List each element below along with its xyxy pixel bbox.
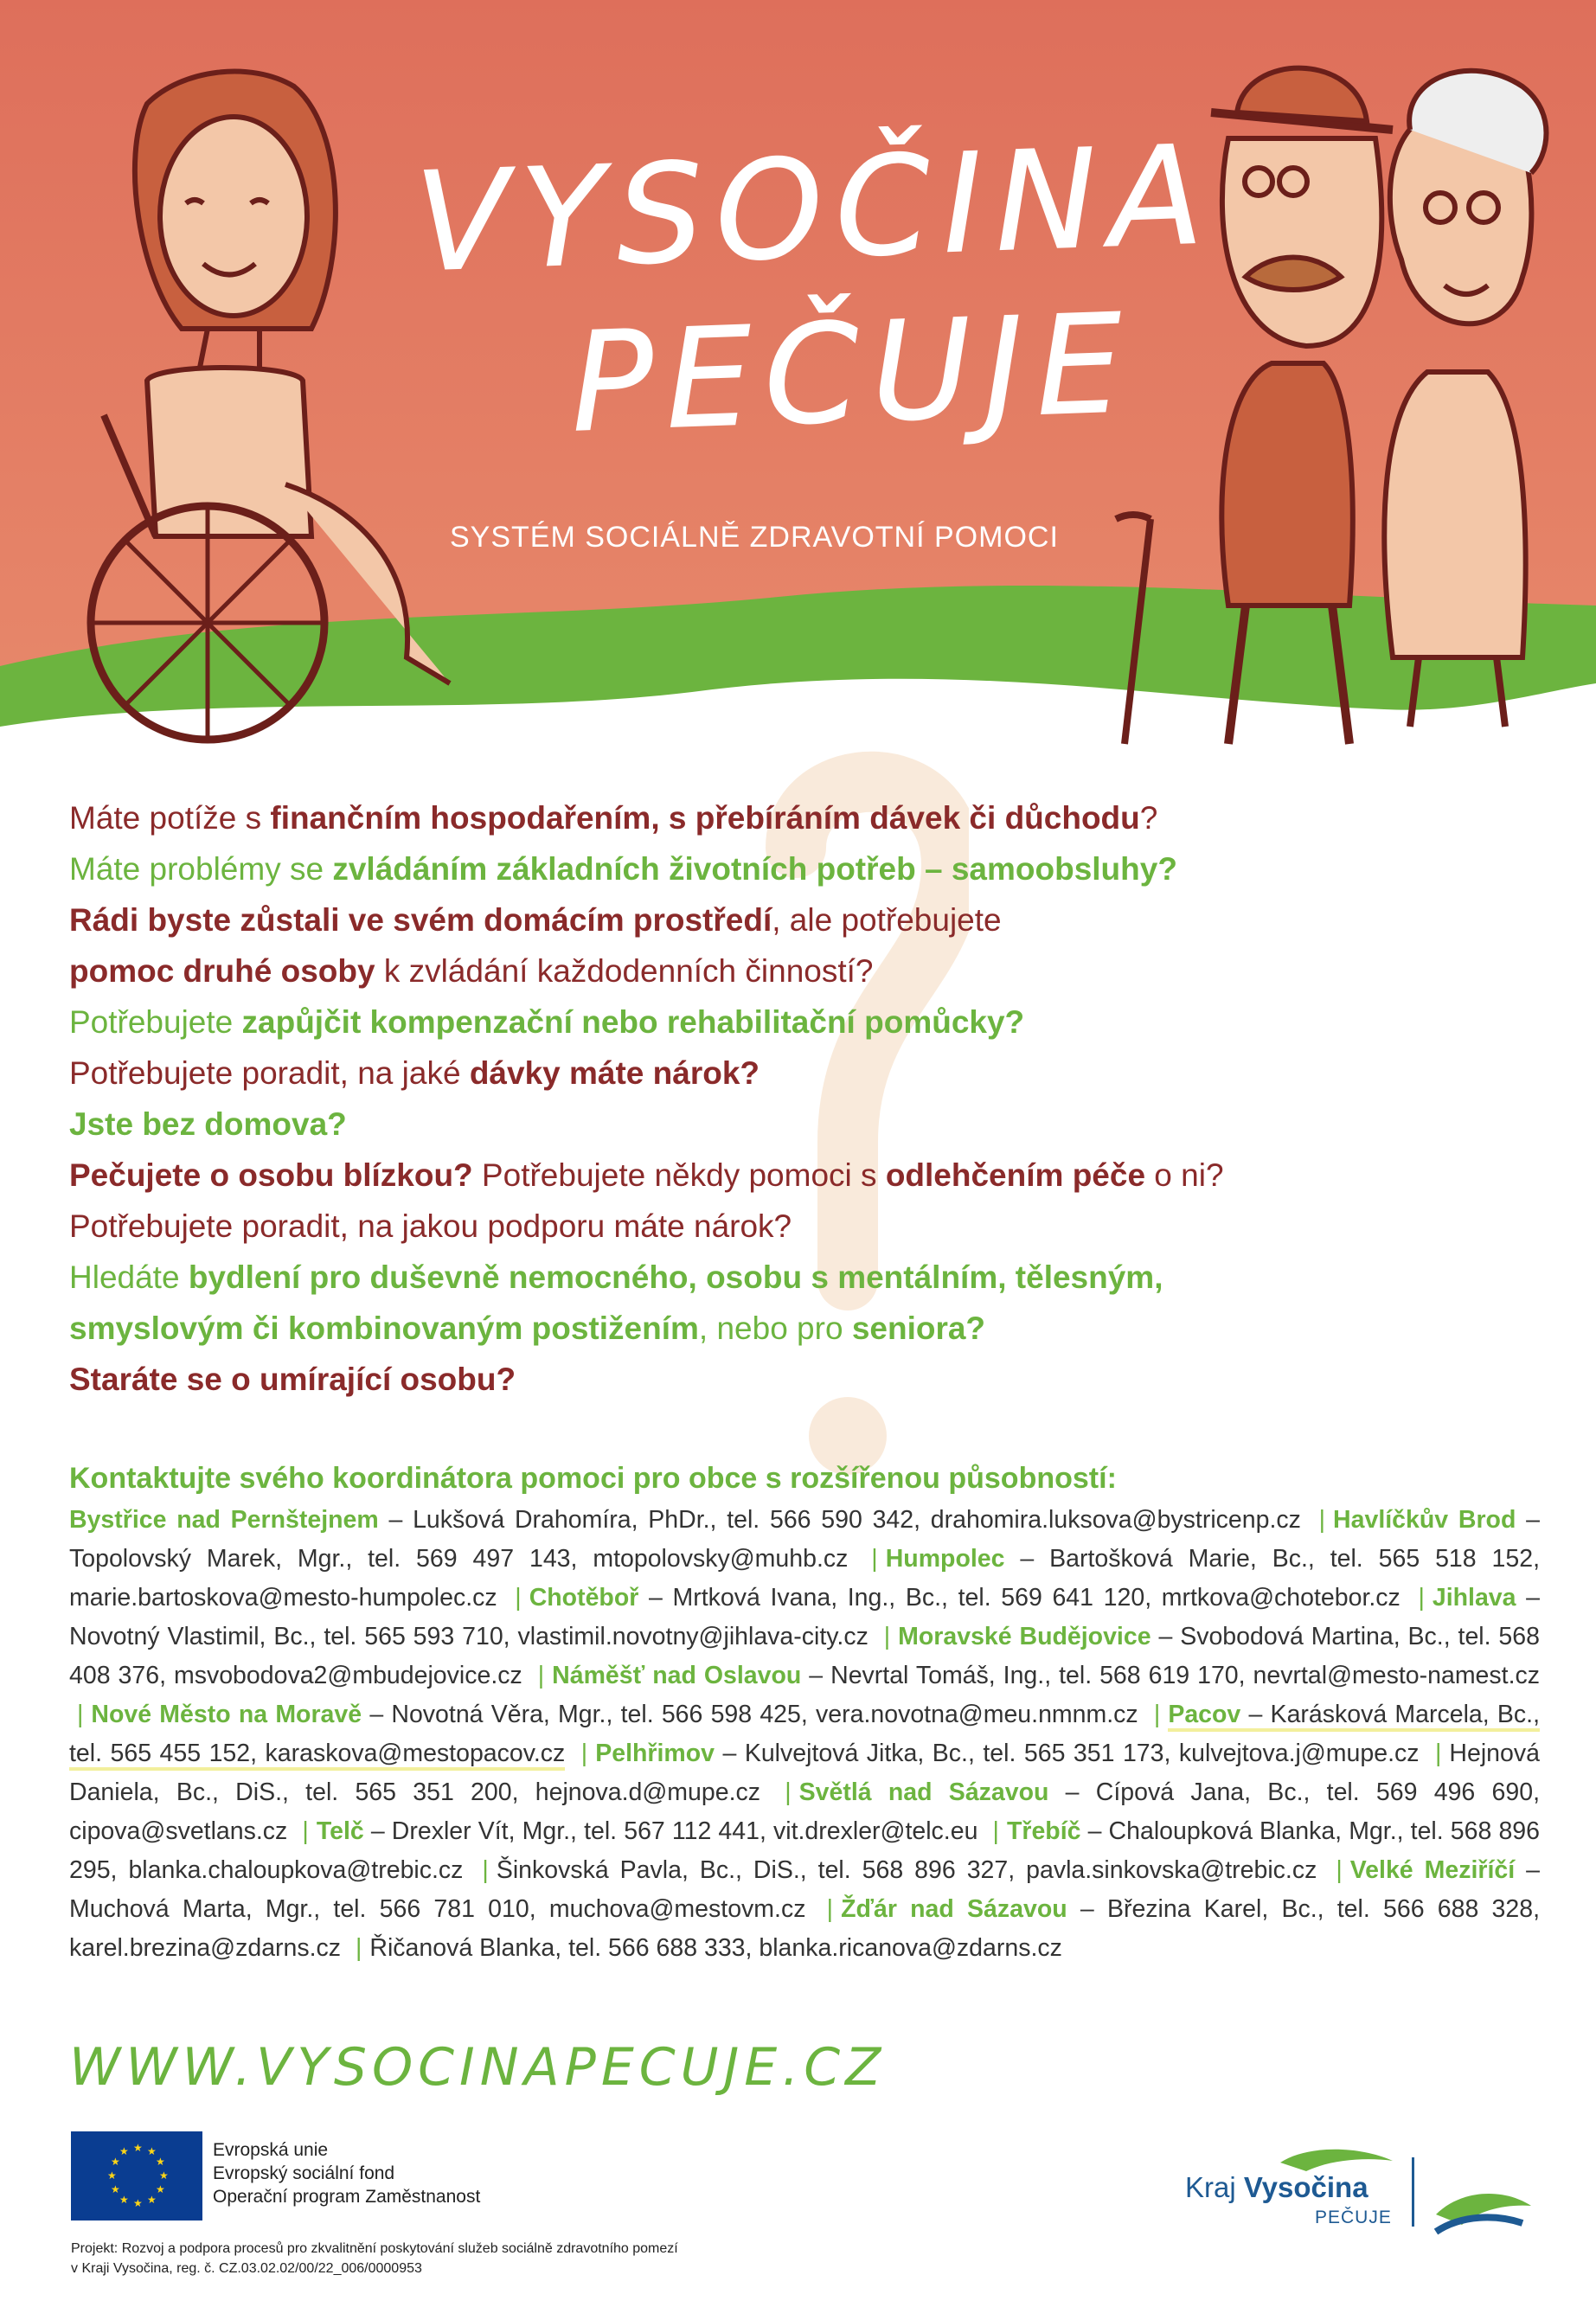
contact-separator: | bbox=[1153, 1701, 1161, 1728]
question-line bbox=[69, 945, 1540, 996]
contact-city: Telč bbox=[316, 1817, 364, 1845]
contact-city: Pacov bbox=[1168, 1701, 1241, 1728]
question-segment: Máte problémy se bbox=[69, 851, 333, 887]
question-segment: zvládáním základních životních potřeb – samoobsluhy? bbox=[332, 851, 1177, 887]
contact-separator: | bbox=[77, 1701, 84, 1728]
contact-entry bbox=[317, 1817, 978, 1845]
contact-details: Hejnová Daniela, Bc., DiS., tel. 565 351 200, hejnova.d@mupe.cz bbox=[69, 1740, 1540, 1806]
contact-details: – Novotná Věra, Mgr., tel. 566 598 425, vera.novotna@meu.nmnm.cz bbox=[362, 1701, 1138, 1728]
contact-details: – Svobodová Martina, Bc., tel. 568 408 376, msvobodova2@mbudejovice.cz bbox=[69, 1623, 1540, 1689]
project-line: Projekt: Rozvoj a podpora procesů pro zkvalitnění poskytování služeb sociálně zdravotního pomezí bbox=[71, 2241, 678, 2256]
question-segment: , nebo pro bbox=[698, 1311, 852, 1346]
question-segment: odlehčením péče bbox=[885, 1157, 1146, 1193]
contact-city: Jihlava bbox=[1432, 1584, 1516, 1612]
eu-line: Evropský sociální fond bbox=[213, 2163, 395, 2183]
contact-entry bbox=[69, 1506, 1301, 1534]
contact-city: Nové Město na Moravě bbox=[91, 1701, 362, 1728]
contact-entry bbox=[497, 1856, 1317, 1884]
contact-separator: | bbox=[537, 1662, 545, 1689]
kraj-title: Vysočina bbox=[1243, 2171, 1368, 2203]
contact-separator: | bbox=[355, 1934, 362, 1962]
contact-separator: | bbox=[1418, 1584, 1425, 1612]
kraj-name bbox=[1185, 2171, 1368, 2204]
contact-separator: | bbox=[883, 1623, 891, 1650]
contact-details: – Březina Karel, Bc., tel. 566 688 328, karel.brezina@zdarns.cz bbox=[69, 1895, 1541, 1962]
contact-city: Světlá nad Sázavou bbox=[798, 1778, 1049, 1806]
question-segment: Potřebujete poradit, na jakou podporu máte nárok? bbox=[69, 1208, 792, 1244]
title-pecuje: PEČUJE bbox=[567, 284, 1138, 464]
svg-text:★: ★ bbox=[107, 2169, 117, 2182]
contact-separator: | bbox=[482, 1856, 489, 1884]
subtitle: SYSTÉM SOCIÁLNĚ ZDRAVOTNÍ POMOCI bbox=[450, 521, 1059, 554]
eu-text bbox=[213, 2138, 480, 2208]
contact-city: Velké Meziříčí bbox=[1349, 1856, 1516, 1884]
website-link[interactable]: WWW.VYSOCINAPECUJE.CZ bbox=[69, 2037, 887, 2098]
contact-details: – Cípová Jana, Bc., tel. 569 496 690, cipova@svetlans.cz bbox=[69, 1778, 1540, 1845]
project-line: v Kraji Vysočina, reg. č. CZ.03.02.02/00/22_006/0000953 bbox=[71, 2261, 422, 2276]
contacts-list bbox=[69, 1501, 1540, 1968]
contact-entry bbox=[91, 1701, 1138, 1728]
question-line bbox=[69, 1150, 1540, 1201]
logo-divider bbox=[1412, 2157, 1414, 2227]
question-segment: Rádi byste zůstali ve svém domácím prostředí bbox=[69, 902, 772, 938]
question-segment: smyslovým či kombinovaným postižením bbox=[69, 1311, 699, 1346]
question-line bbox=[69, 1099, 1540, 1150]
svg-text:★: ★ bbox=[119, 2145, 129, 2157]
contact-city: Humpolec bbox=[885, 1545, 1005, 1573]
svg-text:★: ★ bbox=[111, 2183, 120, 2195]
question-segment: o ni? bbox=[1145, 1157, 1224, 1193]
contacts-heading: Kontaktujte svého koordinátora pomoci pro obce s rozšířenou působností: bbox=[69, 1462, 1117, 1495]
contact-details: – Mrtková Ivana, Ing., Bc., tel. 569 641 120, mrtkova@chotebor.cz bbox=[638, 1584, 1401, 1612]
eu-line: Evropská unie bbox=[213, 2140, 329, 2160]
kraj-prefix: Kraj bbox=[1185, 2171, 1236, 2203]
contact-entry bbox=[529, 1584, 1401, 1612]
eu-line: Operační program Zaměstnanost bbox=[213, 2187, 481, 2207]
question-line bbox=[69, 1252, 1540, 1303]
question-line bbox=[69, 996, 1540, 1048]
contact-entry bbox=[595, 1740, 1419, 1767]
question-segment: Jste bez domova? bbox=[69, 1106, 347, 1142]
question-segment: Potřebujete někdy pomoci s bbox=[472, 1157, 886, 1193]
contact-city: Třebíč bbox=[1006, 1817, 1081, 1845]
question-line bbox=[69, 1303, 1540, 1354]
svg-text:★: ★ bbox=[156, 2156, 165, 2168]
svg-text:★: ★ bbox=[156, 2183, 165, 2195]
contact-separator: | bbox=[580, 1740, 588, 1767]
question-segment: dávky máte nárok? bbox=[469, 1055, 760, 1091]
contact-city: Havlíčkův Brod bbox=[1333, 1506, 1516, 1534]
contact-details: – Chaloupková Blanka, Mgr., tel. 568 896 295, blanka.chaloupkova@trebic.cz bbox=[69, 1817, 1540, 1884]
question-line bbox=[69, 792, 1540, 843]
contact-details: – Bartošková Marie, Bc., tel. 565 518 152, marie.bartoskova@mesto-humpolec.cz bbox=[69, 1545, 1541, 1612]
contact-city: Chotěboř bbox=[529, 1584, 639, 1612]
contact-separator: | bbox=[1435, 1740, 1442, 1767]
contact-city: Žďár nad Sázavou bbox=[841, 1895, 1067, 1923]
header-illustration bbox=[0, 0, 1596, 779]
contact-separator: | bbox=[515, 1584, 522, 1612]
contact-details: – Muchová Marta, Mgr., tel. 566 781 010, muchova@mestovm.cz bbox=[69, 1856, 1540, 1923]
contact-entry bbox=[552, 1662, 1540, 1689]
contact-details: – Drexler Vít, Mgr., tel. 567 112 441, vit.drexler@telc.eu bbox=[363, 1817, 978, 1845]
contact-details: – Kulvejtová Jitka, Bc., tel. 565 351 173, kulvejtova.j@mupe.cz bbox=[715, 1740, 1420, 1767]
question-line bbox=[69, 843, 1540, 894]
question-segment: finančním hospodařením, s přebíráním dávek či důchodu bbox=[270, 800, 1140, 836]
question-segment: seniora? bbox=[851, 1311, 986, 1346]
svg-text:★: ★ bbox=[111, 2156, 120, 2168]
project-text bbox=[71, 2239, 849, 2278]
contact-separator: | bbox=[871, 1545, 878, 1573]
contact-separator: | bbox=[826, 1895, 834, 1923]
svg-text:★: ★ bbox=[159, 2169, 169, 2182]
contact-city: Bystřice nad Pernštejnem bbox=[69, 1506, 379, 1534]
contact-city: Pelhřimov bbox=[595, 1740, 715, 1767]
question-segment: k zvládání každodenních činností? bbox=[375, 953, 874, 989]
contact-details: – Nevrtal Tomáš, Ing., tel. 568 619 170, nevrtal@mesto-namest.cz bbox=[801, 1662, 1540, 1689]
contact-details: – Novotný Vlastimil, Bc., tel. 565 593 710, vlastimil.novotny@jihlava-city.cz bbox=[69, 1584, 1541, 1650]
question-segment: Staráte se o umírající osobu? bbox=[69, 1362, 516, 1397]
svg-text:★: ★ bbox=[147, 2145, 157, 2157]
contact-city: Moravské Budějovice bbox=[898, 1623, 1151, 1650]
question-segment: Potřebujete poradit, na jaké bbox=[69, 1055, 470, 1091]
question-line bbox=[69, 894, 1540, 945]
contacts-section bbox=[69, 1462, 1540, 1968]
question-segment: ? bbox=[1139, 800, 1158, 836]
contact-city: Náměšť nad Oslavou bbox=[552, 1662, 802, 1689]
question-segment: pomoc druhé osoby bbox=[69, 953, 375, 989]
question-line bbox=[69, 1048, 1540, 1099]
svg-text:★: ★ bbox=[133, 2142, 143, 2154]
contact-details: – Lukšová Drahomíra, PhDr., tel. 566 590 342, drahomira.luksova@bystricenp.cz bbox=[378, 1506, 1301, 1534]
contact-separator: | bbox=[302, 1817, 309, 1845]
svg-text:★: ★ bbox=[119, 2194, 129, 2206]
contact-separator: | bbox=[1336, 1856, 1343, 1884]
contact-details: – Karásková Marcela, Bc., tel. 565 455 152, karaskova@mestopacov.cz bbox=[69, 1701, 1540, 1767]
eu-flag-icon bbox=[71, 2131, 202, 2220]
svg-text:★: ★ bbox=[147, 2194, 157, 2206]
questions-list bbox=[69, 792, 1540, 1405]
contact-details: Šinkovská Pavla, Bc., DiS., tel. 568 896 327, pavla.sinkovska@trebic.cz bbox=[496, 1856, 1317, 1884]
contact-details: Řičanová Blanka, tel. 566 688 333, blanka.ricanova@zdarns.cz bbox=[369, 1934, 1062, 1962]
title-vysocina: VYSOČINA bbox=[413, 115, 1218, 304]
question-line bbox=[69, 1354, 1540, 1405]
question-segment: Hledáte bbox=[69, 1259, 189, 1295]
question-segment: bydlení pro duševně nemocného, osobu s mentálním, tělesným, bbox=[188, 1259, 1163, 1295]
question-segment: Potřebujete bbox=[69, 1004, 242, 1040]
contact-separator: | bbox=[1318, 1506, 1326, 1534]
question-segment: , ale potřebujete bbox=[772, 902, 1002, 938]
contact-separator: | bbox=[785, 1778, 792, 1806]
question-segment: Máte potíže s bbox=[69, 800, 271, 836]
question-segment: zapůjčit kompenzační nebo rehabilitační pomůcky? bbox=[241, 1004, 1025, 1040]
contact-separator: | bbox=[992, 1817, 999, 1845]
kraj-sub: PEČUJE bbox=[1315, 2208, 1392, 2227]
contact-entry bbox=[369, 1934, 1062, 1962]
svg-text:★: ★ bbox=[133, 2197, 143, 2209]
question-segment: Pečujete o osobu blízkou? bbox=[69, 1157, 473, 1193]
contact-details: – Topolovský Marek, Mgr., tel. 569 497 143, mtopolovsky@muhb.cz bbox=[69, 1506, 1540, 1573]
question-line bbox=[69, 1201, 1540, 1252]
